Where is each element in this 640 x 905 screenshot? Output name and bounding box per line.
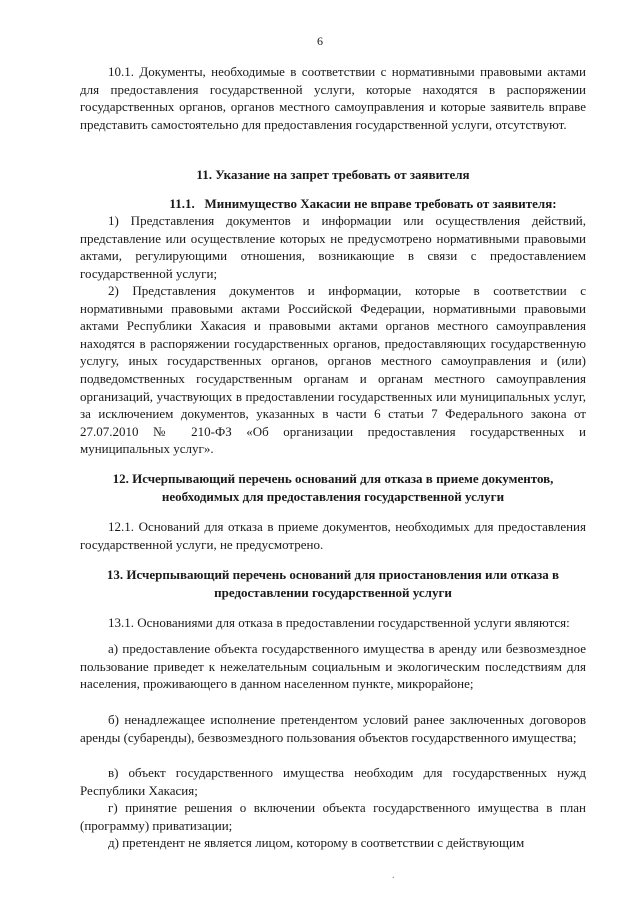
paragraph-13-a: а) предоставление объекта государственного имущества в аренду или безвозмездное пользование приведет к нежелательным социальным и экологическим последствиям для населения, проживающего в данном населенном пункте, микрорайоне; [80,641,586,692]
paragraph-13-g: г) принятие решения о включении объекта государственного имущества в план (программу) приватизации; [80,800,586,833]
paragraph-13-v: в) объект государственного имущества необходим для государственных нужд Республики Хакасия; [80,765,586,798]
paragraph-11-1-item-1: 1) Представления документов и информации или осуществления действий, представление или осуществление которых не предусмотрено нормативными правовыми актами, регулирующими отношения, возникающие в связи с предоставлением государственной услуги; [80,213,586,281]
paragraph-13-1: 13.1. Основаниями для отказа в предоставлении государственной услуги являются: [108,615,570,630]
heading-11-1: 11.1. Минимущество Хакасии не вправе требовать от заявителя: [169,196,557,211]
paragraph-13-d: д) претендент не является лицом, которому в соответствии с действующим [108,835,525,850]
heading-section-11: 11. Указание на запрет требовать от заявителя [196,167,470,182]
scan-mark: . [392,870,395,881]
heading-section-12: 12. Исчерпывающий перечень оснований для отказа в приеме документов, необходимых для предоставления государственной услуги [112,471,554,504]
paragraph-11-1-item-2: 2) Представления документов и информации, которые в соответствии с нормативными правовыми актами Российской Федерации, нормативными правовыми актами Республики Хакасия и правовыми актами органов местного самоуправления находятся в распоряжении государственных органов, предоставляющих государственную услугу, иных государственных органов, органов местного самоуправления и (или) подведомственных государственным органам и органам местного самоуправления организаций, участвующих в предоставлении государственных или муниципальных услуг, за исключением документов, указанных в части 6 статьи 7 Федерального закона от 27.07.2010 № 210-ФЗ «Об организации предоставления государственных и муниципальных услуг». [80,283,586,457]
paragraph-12-1: 12.1. Оснований для отказа в приеме документов, необходимых для предоставления государственной услуги, не предусмотрено. [80,519,586,552]
heading-section-13: 13. Исчерпывающий перечень оснований для приостановления или отказа в предоставлении государственной услуги [106,567,560,600]
page-number: 6 [317,34,323,48]
paragraph-10-1: 10.1. Документы, необходимые в соответствии с нормативными правовыми актами для предоставления государственной услуги, которые находятся в распоряжении государственных органов, органов местного самоуправления и которые заявитель вправе представить самостоятельно для предоставления государственной услуги, отсутствуют. [80,64,586,132]
paragraph-13-b: б) ненадлежащее исполнение претендентом условий ранее заключенных договоров аренды (субаренды), безвозмездного пользования объектов государственного имущества; [80,712,586,745]
